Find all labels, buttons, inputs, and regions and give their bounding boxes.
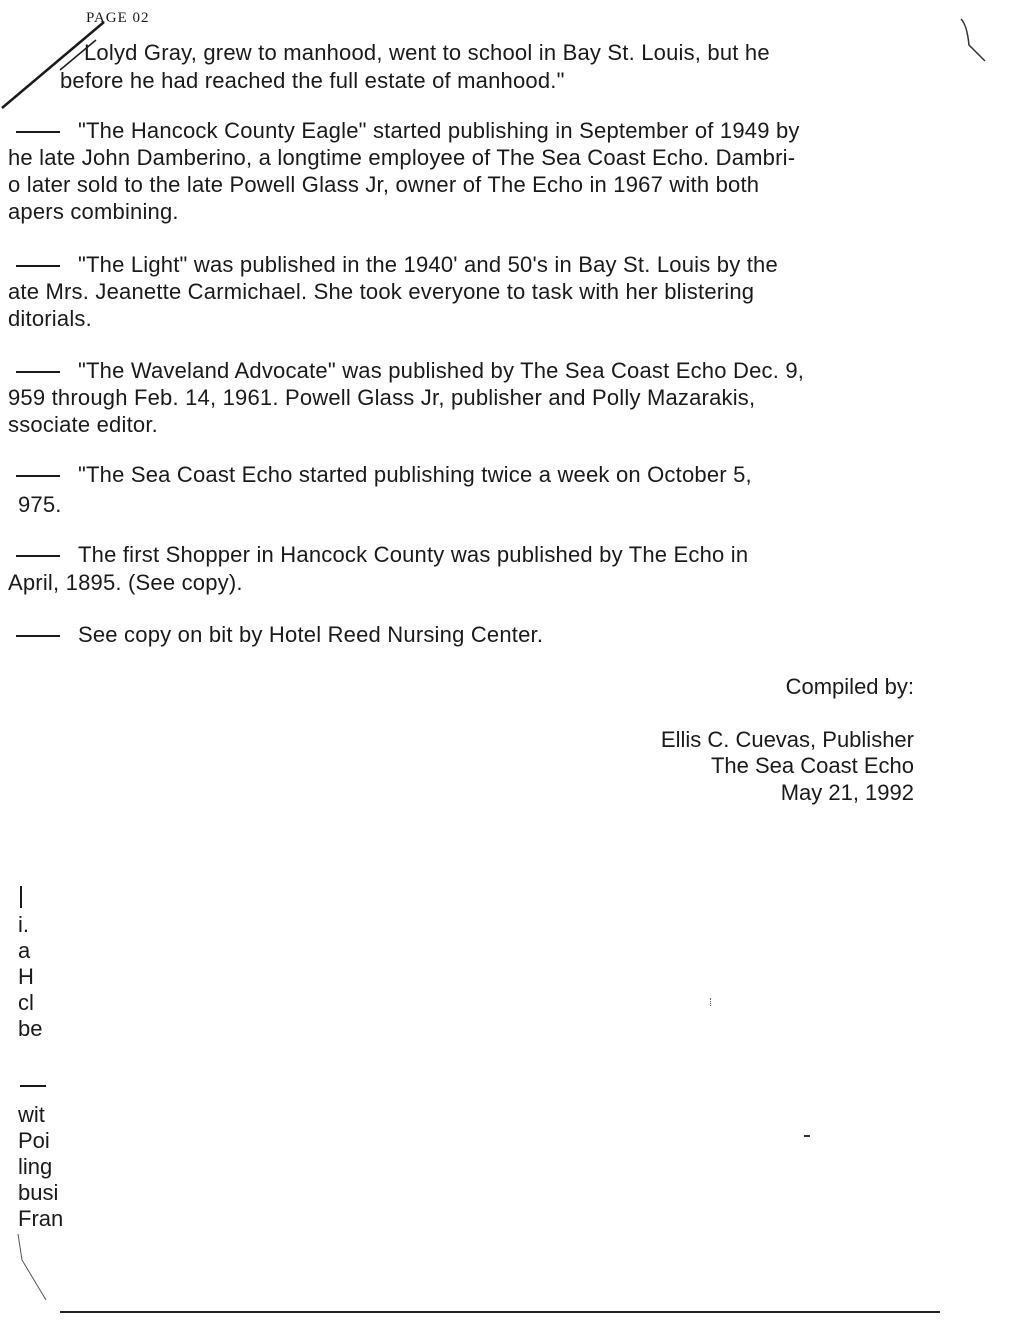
fragment-column-1	[18, 886, 42, 1042]
paragraph-line: 975.	[18, 492, 62, 517]
paragraph-line: apers combining.	[8, 199, 179, 224]
paragraph-line: "The Light" was published in the 1940' and 50's in Bay St. Louis by the	[78, 252, 778, 277]
intro-line-2: before he had reached the full estate of manhood."	[60, 68, 565, 93]
paragraph-line: The first Shopper in Hancock County was published by The Echo in	[78, 542, 749, 567]
paragraph-line: he late John Damberino, a longtime employee of The Sea Coast Echo. Dambri-	[8, 145, 796, 170]
paragraph-line: o later sold to the late Powell Glass Jr, owner of The Echo in 1967 with both	[8, 172, 760, 197]
page-label: PAGE 02	[86, 10, 150, 26]
scan-speck	[710, 998, 721, 1006]
paragraph-line: "The Hancock County Eagle" started publishing in September of 1949 by	[78, 118, 800, 143]
fragment-text: Fran	[18, 1206, 64, 1231]
paragraph-line: "The Sea Coast Echo started publishing twice a week on October 5,	[78, 462, 752, 487]
intro-line-1: Lolyd Gray, grew to manhood, went to school in Bay St. Louis, but he	[84, 40, 770, 65]
fragment-text: be	[18, 1016, 43, 1041]
newspaper-name: The Sea Coast Echo	[710, 753, 914, 778]
fragment-text: i.	[18, 912, 29, 937]
fragment-column-2	[18, 1102, 63, 1232]
fragment-text: Poi	[18, 1128, 50, 1153]
fragment-text: wit	[18, 1102, 45, 1127]
fragment-bar	[20, 886, 22, 908]
fragment-text: H	[18, 964, 34, 989]
fragment-text: ling	[18, 1154, 53, 1179]
paragraph-line: 959 through Feb. 14, 1961. Powell Glass Jr, publisher and Polly Mazarakis,	[8, 385, 756, 410]
paragraph-line: ate Mrs. Jeanette Carmichael. She took everyone to task with her blistering	[8, 279, 755, 304]
paragraph-line: See copy on bit by Hotel Reed Nursing Center.	[78, 622, 544, 647]
paragraph-line: ssociate editor.	[8, 412, 158, 437]
compiler-name: Ellis C. Cuevas, Publisher	[660, 727, 914, 752]
compiled-date: May 21, 1992	[780, 780, 914, 805]
paragraph-line: ditorials.	[8, 306, 92, 331]
paragraph-line: April, 1895. (See copy).	[8, 570, 243, 595]
bottom-rule	[60, 1311, 940, 1313]
scan-speck	[804, 1135, 810, 1137]
fragment-text: cl	[18, 990, 34, 1015]
compiled-by-label: Compiled by:	[785, 674, 914, 699]
fragment-text: a	[18, 938, 31, 963]
paragraph-line: "The Waveland Advocate" was published by The Sea Coast Echo Dec. 9,	[78, 358, 805, 383]
fragment-dash	[20, 1085, 46, 1087]
scan-edge-mark	[0, 1230, 70, 1310]
fragment-text: busi	[18, 1180, 59, 1205]
